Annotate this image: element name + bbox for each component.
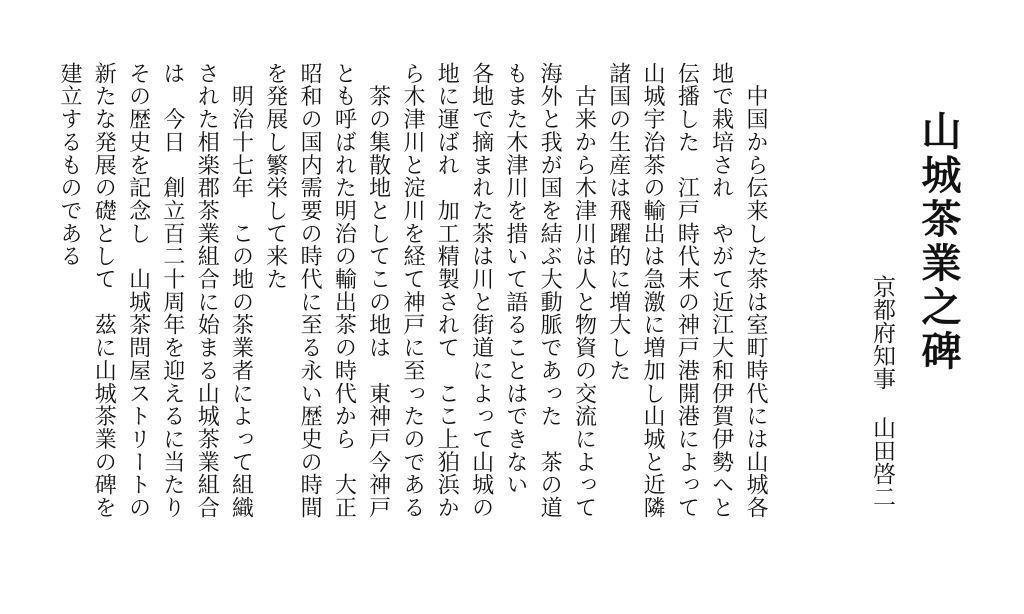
inscription-line: とも呼ばれた明治の輸出茶の時代から 大正 [331,62,357,519]
inscription-line: 建立するものである [57,62,82,268]
inscription-line: 各地で摘まれた茶は川と街道によって山城の [468,62,494,519]
inscription-line: 伝播した 江戸時代末の神戸港開港によって [674,62,700,519]
inscription-line: 明治十七年 この地の茶業者によって組織 [228,62,254,519]
inscription-line: 海外と我が国を結ぶ大動脈であった 茶の道 [537,62,563,519]
inscription-line: 地に運ばれ 加工精製されて ここ上狛浜か [434,62,460,519]
inscription-line: もまた木津川を措いて語ることはできない [502,62,528,497]
inscription-line: 諸国の生産は飛躍的に増大した [605,62,631,382]
inscription-body [58,62,766,602]
inscription-line: その歴史を記念し 山城茶問屋ストリートの [125,62,151,519]
inscription-line: された相楽郡茶業組合に始まる山城茶業組合 [194,62,220,519]
author-signature [870,275,893,508]
monument-title: 山城茶業之碑 [915,110,962,374]
inscription-line: 地で栽培され やがて近江大和伊賀伊勢へと [708,62,734,519]
inscription-line: 山城宇治茶の輸出は急激に増加し山城と近隣 [640,62,666,519]
inscription-line: ら木津川と淀川を経て神戸に至ったのである [399,62,425,519]
author-name: 山田啓二 [869,416,895,508]
inscription-line: 新たな発展の礎として 茲に山城茶業の碑を [91,62,117,519]
inscription-line: を発展し繁栄して来た [262,62,288,291]
inscription-line: 茶の集散地としてこの地は 東神戸今神戸 [365,62,391,519]
inscription-line: 昭和の国内需要の時代に至る永い歴史の時間 [297,62,323,519]
inscription-line: は 今日 創立百二十周年を迎えるに当たり [159,62,185,519]
inscription-line: 中国から伝来した茶は室町時代には山城各 [742,62,768,519]
author-office: 京都府知事 [869,275,895,390]
inscription-line: 古来から木津川は人と物資の交流によって [571,62,597,519]
